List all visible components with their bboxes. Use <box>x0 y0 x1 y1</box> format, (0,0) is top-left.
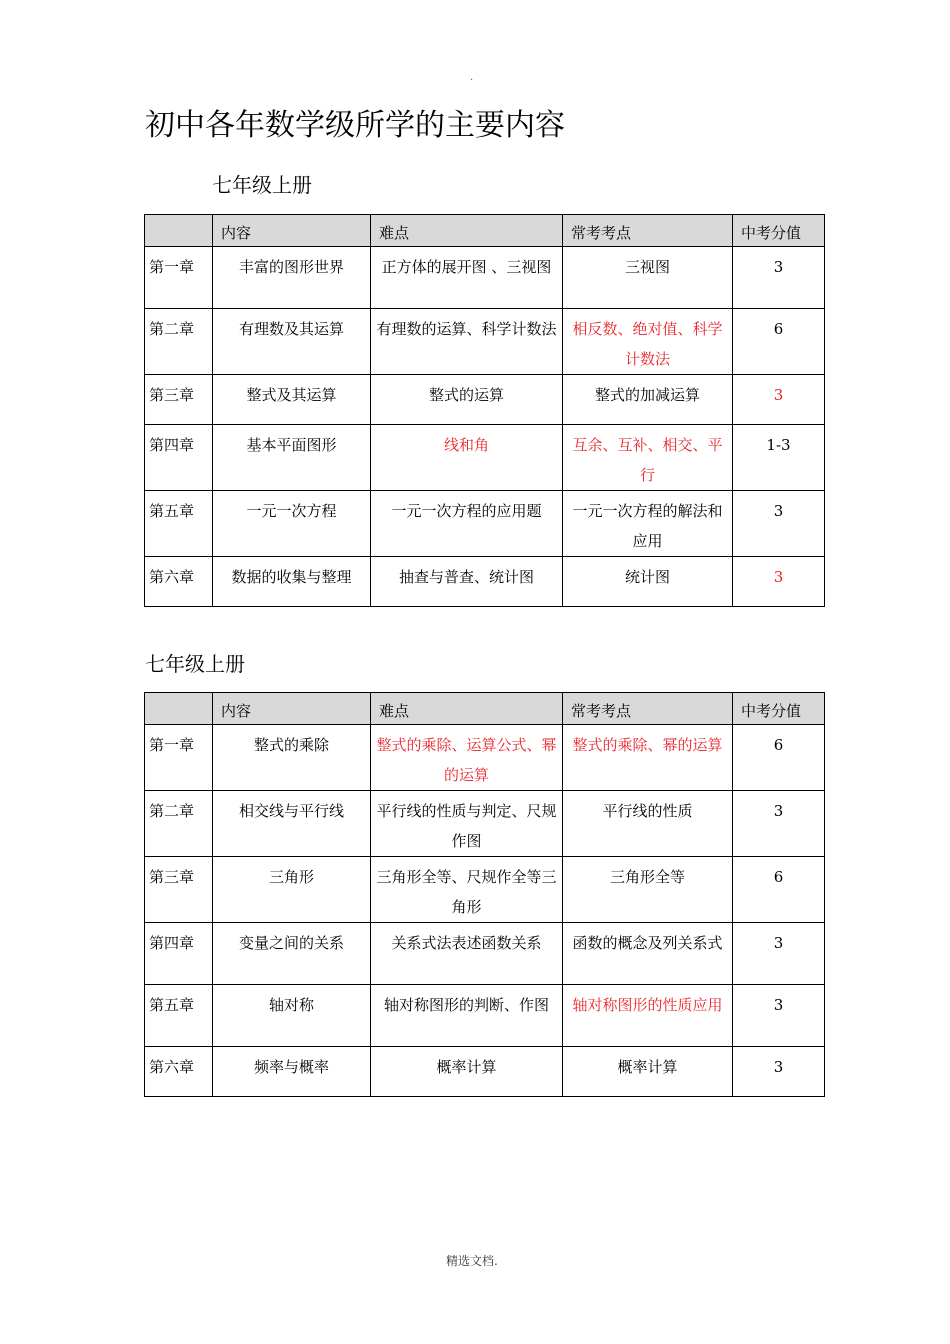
grade-table-1 <box>144 214 825 607</box>
chapter-cell: 第三章 <box>145 857 213 923</box>
table-row <box>145 725 825 791</box>
difficulty-cell: 整式的乘除、运算公式、幂的运算 <box>371 725 563 791</box>
points-cell: 互余、互补、相交、平行 <box>563 425 733 491</box>
header-difficulty: 难点 <box>371 693 563 725</box>
content-cell: 丰富的图形世界 <box>213 247 371 309</box>
table-row <box>145 247 825 309</box>
table-row <box>145 985 825 1047</box>
chapter-cell: 第五章 <box>145 491 213 557</box>
table-row <box>145 425 825 491</box>
score-cell: 3 <box>733 923 825 985</box>
grade-table-2 <box>144 692 825 1097</box>
chapter-cell: 第五章 <box>145 985 213 1047</box>
content-cell: 基本平面图形 <box>213 425 371 491</box>
header-blank <box>145 215 213 247</box>
chapter-cell: 第一章 <box>145 247 213 309</box>
content-cell: 相交线与平行线 <box>213 791 371 857</box>
chapter-cell: 第六章 <box>145 557 213 607</box>
score-cell: 3 <box>733 791 825 857</box>
difficulty-cell: 线和角 <box>371 425 563 491</box>
header-content: 内容 <box>213 693 371 725</box>
difficulty-cell: 平行线的性质与判定、尺规作图 <box>371 791 563 857</box>
table-row <box>145 557 825 607</box>
chapter-cell: 第一章 <box>145 725 213 791</box>
content-cell: 轴对称 <box>213 985 371 1047</box>
difficulty-cell: 有理数的运算、科学计数法 <box>371 309 563 375</box>
header-blank <box>145 693 213 725</box>
chapter-cell: 第二章 <box>145 791 213 857</box>
content-cell: 整式的乘除 <box>213 725 371 791</box>
difficulty-cell: 正方体的展开图 、三视图 <box>371 247 563 309</box>
score-cell: 3 <box>733 247 825 309</box>
points-cell: 轴对称图形的性质应用 <box>563 985 733 1047</box>
content-cell: 三角形 <box>213 857 371 923</box>
chapter-cell: 第二章 <box>145 309 213 375</box>
score-cell: 3 <box>733 375 825 425</box>
score-cell: 3 <box>733 557 825 607</box>
chapter-cell: 第四章 <box>145 923 213 985</box>
table-header-row <box>145 693 825 725</box>
score-cell: 3 <box>733 985 825 1047</box>
points-cell: 统计图 <box>563 557 733 607</box>
difficulty-cell: 一元一次方程的应用题 <box>371 491 563 557</box>
table-row <box>145 1047 825 1097</box>
score-cell: 3 <box>733 1047 825 1097</box>
content-cell: 一元一次方程 <box>213 491 371 557</box>
difficulty-cell: 抽查与普查、统计图 <box>371 557 563 607</box>
content-cell: 有理数及其运算 <box>213 309 371 375</box>
header-points: 常考考点 <box>563 693 733 725</box>
points-cell: 三角形全等 <box>563 857 733 923</box>
content-cell: 频率与概率 <box>213 1047 371 1097</box>
points-cell: 三视图 <box>563 247 733 309</box>
header-score: 中考分值 <box>733 693 825 725</box>
score-cell: 3 <box>733 491 825 557</box>
top-mark: . <box>470 72 474 83</box>
points-cell: 平行线的性质 <box>563 791 733 857</box>
footer-text: 精选文档. <box>446 1254 498 1268</box>
difficulty-cell: 关系式法表述函数关系 <box>371 923 563 985</box>
points-cell: 整式的加减运算 <box>563 375 733 425</box>
content-cell: 整式及其运算 <box>213 375 371 425</box>
header-content: 内容 <box>213 215 371 247</box>
table-row <box>145 923 825 985</box>
table-row <box>145 375 825 425</box>
score-cell: 6 <box>733 309 825 375</box>
chapter-cell: 第三章 <box>145 375 213 425</box>
score-cell: 6 <box>733 857 825 923</box>
difficulty-cell: 三角形全等、尺规作全等三角形 <box>371 857 563 923</box>
content-cell: 数据的收集与整理 <box>213 557 371 607</box>
page-title: 初中各年数学级所学的主要内容 <box>145 108 565 143</box>
score-cell: 1-3 <box>733 425 825 491</box>
header-score: 中考分值 <box>733 215 825 247</box>
points-cell: 相反数、绝对值、科学计数法 <box>563 309 733 375</box>
table-row <box>145 857 825 923</box>
points-cell: 函数的概念及列关系式 <box>563 923 733 985</box>
table-row <box>145 309 825 375</box>
points-cell: 概率计算 <box>563 1047 733 1097</box>
section-title-1: 七年级上册 <box>212 173 312 197</box>
header-difficulty: 难点 <box>371 215 563 247</box>
difficulty-cell: 整式的运算 <box>371 375 563 425</box>
points-cell: 整式的乘除、幂的运算 <box>563 725 733 791</box>
section-title-2: 七年级上册 <box>145 652 245 676</box>
header-points: 常考考点 <box>563 215 733 247</box>
points-cell: 一元一次方程的解法和应用 <box>563 491 733 557</box>
table-row <box>145 791 825 857</box>
chapter-cell: 第四章 <box>145 425 213 491</box>
content-cell: 变量之间的关系 <box>213 923 371 985</box>
table-row <box>145 491 825 557</box>
chapter-cell: 第六章 <box>145 1047 213 1097</box>
difficulty-cell: 轴对称图形的判断、作图 <box>371 985 563 1047</box>
difficulty-cell: 概率计算 <box>371 1047 563 1097</box>
table-header-row <box>145 215 825 247</box>
score-cell: 6 <box>733 725 825 791</box>
